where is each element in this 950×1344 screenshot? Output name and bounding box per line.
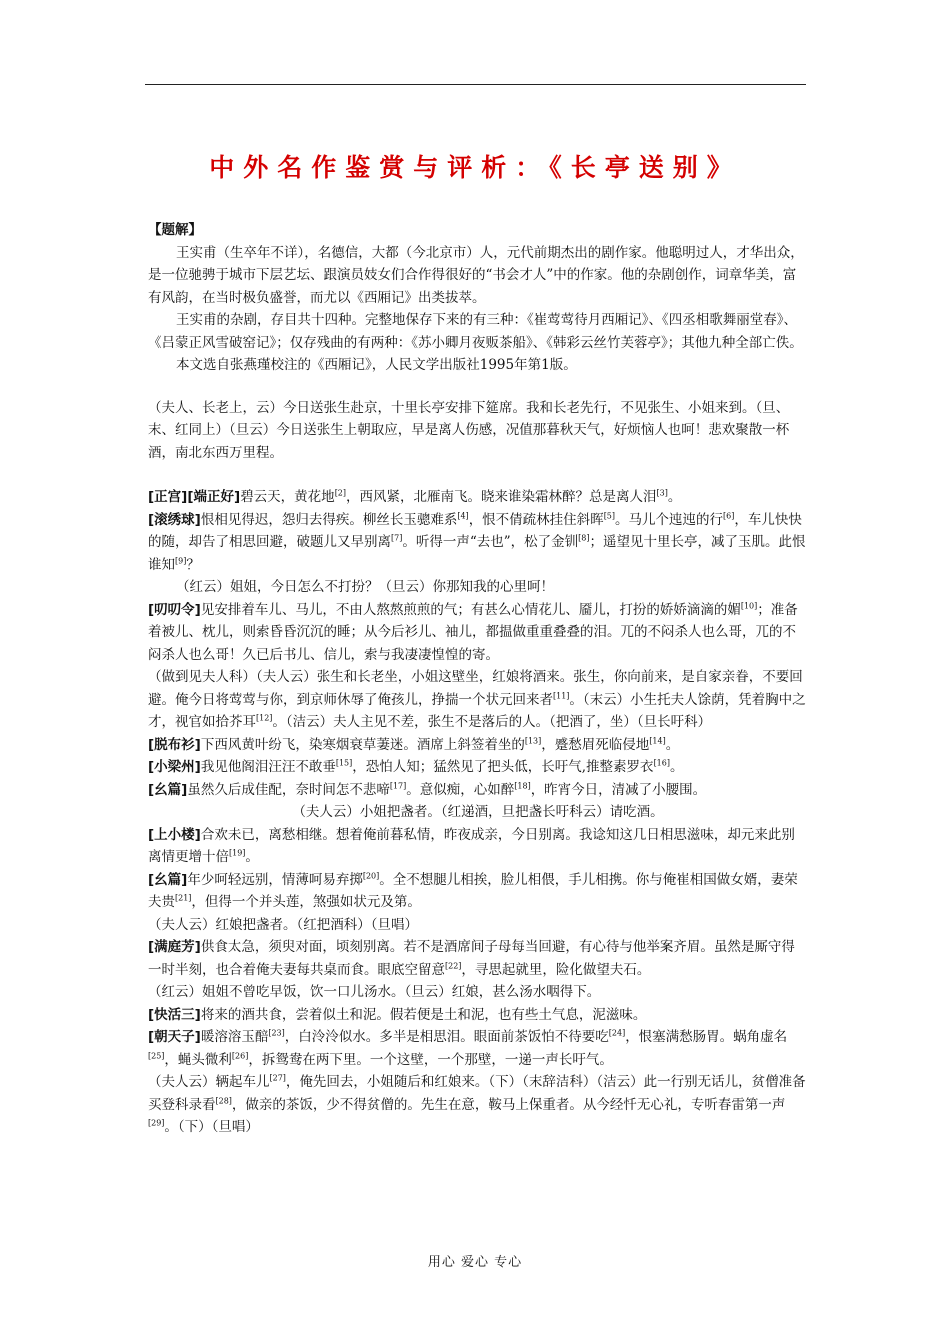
footnote-marker: [19] bbox=[229, 848, 246, 858]
spacer bbox=[148, 377, 808, 397]
footnote-marker: [24] bbox=[608, 1028, 626, 1038]
dialogue-paragraph: （红云）姐姐，今日怎么不打扮？（旦云）你那知我的心里呵！ bbox=[176, 579, 554, 595]
qupai-label: [满庭芳] bbox=[148, 939, 201, 955]
lyric-paragraph: [叨叨令]见安排着车儿、马儿，不由人熬熬煎煎的气；有甚么心情花儿、靥儿，打扮的娇娇滴滴的媚[10]；准备着被儿、枕儿，则索昏昏沉沉的睡；从今后衫儿、袖儿，都揾做重重叠叠的泪。兀的不闷杀人也么哥，兀的不闷杀人也么哥！久已后书儿、信儿，索与我凄凄惶惶的寄。 bbox=[148, 601, 798, 663]
lyric-paragraph: [幺篇]虽然久后成佳配，奈时间怎不悲啼[17]。意似痴，心如醉[18]，昨宵今日，清减了小腰围。 bbox=[148, 781, 707, 798]
footnote-marker: [21] bbox=[175, 893, 192, 903]
footnote-marker: [4] bbox=[457, 511, 469, 520]
dialogue-paragraph: （夫人云）小姐把盏者。（红递酒，旦把盏长吁科云）请吃酒。 bbox=[292, 804, 664, 820]
lyric-paragraph: [快活三]将来的酒共食，尝着似土和泥。假若便是土和泥，也有些土气息，泥滋味。 bbox=[148, 1006, 647, 1023]
footnote-marker: [27] bbox=[269, 1073, 286, 1083]
lyric-paragraph: [正宫][端正好]碧云天，黄花地[2]，西风紧，北雁南飞。晓来谁染霜林醉？总是离人泪[3]。 bbox=[148, 488, 682, 505]
opening-paragraph: （夫人、长老上，云）今日送张生赴京，十里长亭安排下筵席。我和长老先行，不见张生、小姐来到。（旦、末、红同上）（旦云）今日送张生上朝取应，早是离人伤感，况值那暮秋天气，好烦恼人也呵！悲欢聚散一杯酒，南北东西万里程。 bbox=[148, 399, 790, 461]
footnote-marker: [9] bbox=[175, 556, 187, 565]
dialogue-paragraph: （做到见夫人科）（夫人云）张生和长老坐，小姐这壁坐，红娘将酒来。张生，你向前来，是自家亲眷，不要回避。俺今日将莺莺与你，到京师休辱了俺孩儿，挣揣一个状元回来者[11]。（末云）小生托夫人馀荫，凭着胸中之才，视官如拾芥耳[12]。（洁云）夫人主见不差，张生不是落后的人。（把酒了，坐）（旦长吁科） bbox=[148, 669, 806, 730]
lyric-paragraph: [满庭芳]供食太急，须臾对面，顷刻别离。若不是酒席间子母每当回避，有心待与他举案齐眉。虽然是厮守得一时半刻，也合着俺夫妻每共桌而食。眼底空留意[22]，寻思起就里，险化做望夫石。 bbox=[148, 939, 795, 978]
footnote-marker: [16] bbox=[653, 758, 670, 768]
spacer bbox=[148, 464, 808, 486]
footnote-marker: [5] bbox=[603, 511, 616, 520]
footnote-marker: [28] bbox=[215, 1096, 232, 1105]
intro-paragraph-3: 本文选自张燕瑾校注的《西厢记》，人民文学出版社1995年第1版。 bbox=[176, 357, 577, 373]
lyric-paragraph: [脱布衫]下西风黄叶纷飞，染寒烟衰草萋迷。酒席上斜签着坐的[13]，蹙愁眉死临侵地[14]。 bbox=[148, 736, 680, 753]
qupai-label: [幺篇] bbox=[148, 781, 188, 798]
footnote-marker: [18] bbox=[514, 781, 531, 790]
footnote-marker: [13] bbox=[524, 736, 542, 745]
intro-heading: 【题解】 bbox=[148, 222, 202, 238]
qupai-label: [脱布衫] bbox=[148, 736, 201, 753]
qupai-label: [正宫][端正好] bbox=[148, 489, 241, 505]
footnote-marker: [10] bbox=[740, 601, 758, 610]
qupai-label: [叨叨令] bbox=[148, 601, 201, 618]
intro-paragraph-2: 王实甫的杂剧，存目共十四种。完整地保存下来的有三种：《崔莺莺待月西厢记》、《四丞相歌舞丽堂春》、《吕蒙正风雪破窑记》；仅存残曲的有两种：《苏小卿月夜贩茶船》、《韩彩云丝竹芙蓉亭》；其他九种全部亡佚。 bbox=[148, 312, 803, 351]
footnote-marker: [17] bbox=[389, 781, 407, 790]
lyric-paragraph: [滚绣球]恨相见得迟，怨归去得疾。柳丝长玉骢难系[4]，恨不倩疏林挂住斜晖[5]。马儿个迍迍的行[6]，车儿快快的随，却告了相思回避，破题儿又早别离[7]。听得一声“去也”，松了金钏[8]；遥望见十里长亭，减了玉肌。此恨谁知[9]？ bbox=[148, 511, 806, 573]
footnote-marker: [14] bbox=[649, 736, 666, 745]
lyric-paragraph: [上小楼]合欢未已，离愁相继。想着俺前暮私情，昨夜成亲，今日别离。我谂知这几日相思滋味，却元来此别离情更增十倍[19]。 bbox=[148, 826, 795, 865]
footnote-marker: [20] bbox=[362, 871, 380, 880]
intro-paragraph-1: 王实甫（生卒年不详），名德信，大都（今北京市）人，元代前期杰出的剧作家。他聪明过人，才华出众，是一位驰骋于城市下层艺坛、跟演员妓女们合作得很好的“书会才人”中的作家。他的杂剧创作，词章华美，富有风韵，在当时极负盛誉，而尤以《西厢记》出类拔萃。 bbox=[148, 244, 804, 306]
footnote-marker: [7] bbox=[391, 533, 403, 543]
document-body bbox=[148, 219, 808, 1139]
qupai-label: [快活三] bbox=[148, 1006, 201, 1023]
lyric-paragraph: [幺篇]年少呵轻远别，情薄呵易弃掷[20]。全不想腿儿相挨，脸儿相偎，手儿相携。你与俺崔相国做女婿，妻荣夫贵[21]，但得一个并头莲，煞强如状元及第。 bbox=[148, 871, 798, 910]
qupai-label: [小梁州] bbox=[148, 759, 201, 775]
lyrics-section bbox=[148, 486, 808, 1139]
qupai-label: [幺篇] bbox=[148, 871, 188, 888]
footnote-marker: [26] bbox=[231, 1051, 249, 1060]
lyric-paragraph: [小梁州]我见他阁泪汪汪不敢垂[15]，恐怕人知；猛然见了把头低，长吁气,推整素罗衣[16]。 bbox=[148, 758, 684, 775]
dialogue-paragraph: （夫人云）辆起车儿[27]，俺先回去，小姐随后和红娘来。（下）（末辞洁科）（洁云）此一行别无话儿，贫僧准备买登科录看[28]，做亲的茶饭，少不得贫僧的。先生在意，鞍马上保重者。从今经忏无心礼，专听春雷第一声[29]。（下）（旦唱） bbox=[148, 1073, 806, 1135]
footnote-marker: [25] bbox=[148, 1051, 165, 1060]
footnote-marker: [11] bbox=[553, 691, 570, 700]
header-rule bbox=[145, 84, 806, 85]
dialogue-paragraph: （红云）姐姐不曾吃早饭，饮一口儿汤水。（旦云）红娘，甚么汤水咽得下。 bbox=[148, 984, 601, 1000]
footnote-marker: [12] bbox=[256, 713, 273, 723]
qupai-label: [滚绣球] bbox=[148, 511, 201, 528]
footnote-marker: [23] bbox=[268, 1028, 285, 1038]
footnote-marker: [29] bbox=[148, 1118, 165, 1128]
footnote-marker: [3] bbox=[656, 488, 668, 498]
footnote-marker: [6] bbox=[723, 511, 735, 520]
footnote-marker: [8] bbox=[578, 533, 590, 543]
dialogue-paragraph: （夫人云）红娘把盏者。（红把酒科）（旦唱） bbox=[148, 916, 418, 933]
qupai-label: [朝天子] bbox=[148, 1029, 201, 1045]
lyric-paragraph: [朝天子]暖溶溶玉醅[23]，白泠泠似水。多半是相思泪。眼面前茶饭怕不待要吃[24]，恨塞满愁肠胃。蜗角虚名[25]，蝇头微利[26]，拆鸳鸯在两下里。一个这壁，一个那壁，一递一声长吁气。 bbox=[148, 1028, 788, 1068]
footnote-marker: [15] bbox=[335, 758, 353, 768]
page-footer: 用心 爱心 专心 bbox=[427, 1255, 523, 1270]
page-title: 中外名作鉴赏与评析：《长亭送别》 bbox=[209, 153, 741, 182]
footnote-marker: [22] bbox=[445, 961, 462, 970]
footnote-marker: [2] bbox=[334, 488, 347, 498]
qupai-label: [上小楼] bbox=[148, 826, 201, 843]
